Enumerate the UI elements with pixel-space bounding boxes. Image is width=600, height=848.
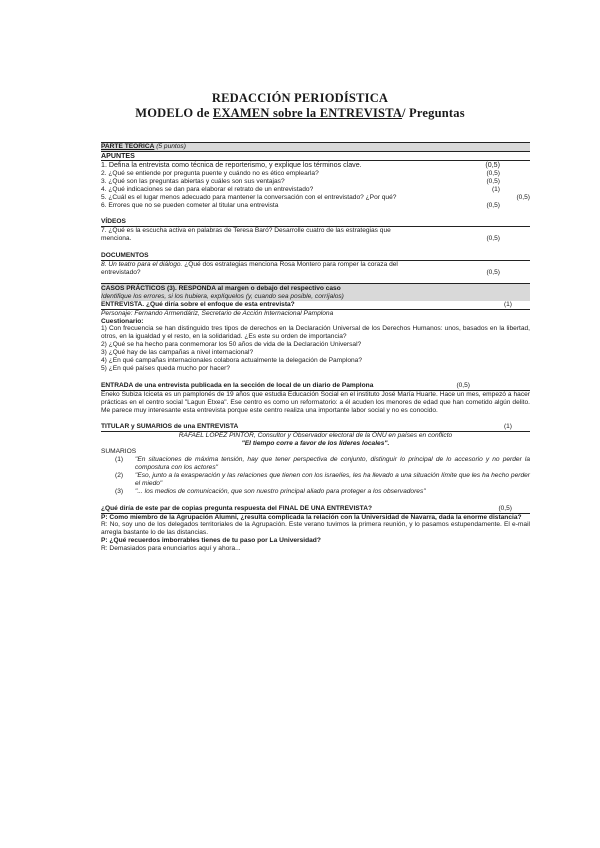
document-subtitle [0, 106, 600, 121]
titular-question: TITULAR y SUMARIOS de una ENTREVISTA (1) [101, 423, 530, 432]
final-question: ¿Qué diría de este par de copias pregunta respuesta del FINAL DE UNA ENTREVISTA? (0,5) [101, 505, 530, 514]
entrada-text: Eneko Subiza Iciceta es un pamplonés de 19 años que estudia Educación Social en el instituto José María Huarte. Hace un mes, empezó a hacer prácticas en el centro social "Lagun Etxea". Ese centro es como un reformatorio: a él acuden los menores de edad que han cometido algún delito. Me parece muy interesante esta entrevista porque este centro realiza una importante labor social y no es conocido. [101, 390, 530, 414]
question-3: 3. ¿Qué son las preguntas abiertas y cuáles son sus ventajas? (0,5) [101, 177, 500, 185]
cuestionario-item-3: 3) ¿Qué hay de las campañas a nivel internacional? [101, 349, 254, 357]
question-8: 8. Un teatro para el diálogo. ¿Qué dos estrategias menciona Rosa Montero para romper la coraza del [101, 261, 398, 269]
sumario-1: (1) "En situaciones de máxima tensión, hay que tener perspectiva de conjunto, distinguir lo principal de lo accesorio y no perder la compostura con los actores" [115, 456, 530, 471]
personaje-line: Personaje: Fernando Armendáriz, Secretario de Acción Internacional Pamplona [101, 309, 334, 317]
casos-heading-bar [101, 283, 530, 301]
sumario-2: (2) "Eso, junto a la exasperación y las relaciones que tienen con los israelíes, les ha llevado a una situación límite que les ha hecho perder el miedo" [115, 471, 530, 487]
entrevista-question: ENTREVISTA. ¿Qué diría sobre el enfoque de esta entrevista? (1) [101, 301, 530, 310]
subtitle-underlined: EXAMEN sobre la ENTREVISTA [212, 106, 403, 120]
final-p1: P: Como miembro de la Agrupación Alumni, ¿resulta complicada la relación con la Universidad de Navarra, dada la enorme distancia? [101, 513, 522, 521]
cuestionario-item-1: 1) Con frecuencia se han distinguido tres tipos de derechos en la Declaración Universal de los Derechos Humanos: unos, basados en la libertad, otros, en la igualdad y el resto, en la solidaridad. ¿Es este su orden de importancia? [101, 325, 530, 341]
casos-subheading: Identifique los errores, si los hubiera, explíquelos (y, cuando sea posible, corríjalos) [101, 292, 344, 300]
sumario-3: (3) "... los medios de comunicación, que son nuestro principal aliado para proteger a los observadores" [115, 487, 426, 495]
cuestionario-label: Cuestionario: [101, 317, 144, 325]
apuntes-label: APUNTES [101, 152, 530, 162]
cuestionario-item-5: 5) ¿En qué países queda mucho por hacer? [101, 364, 231, 372]
final-r2: R: Demasiados para enunciarlos aquí y ahora... [101, 545, 241, 553]
subtitle-suffix: / Preguntas [402, 106, 465, 120]
question-7: 7. ¿Qué es la escucha activa en palabras de Teresa Baró? Desarrolle cuatro de las estrategias que [101, 227, 391, 235]
question-4: 4. ¿Qué indicaciones se dan para elaborar el retrato de un entrevistado? (1) [101, 185, 500, 193]
sumarios-label: SUMARIOS [101, 448, 137, 456]
teoria-heading-points: (5 puntos) [156, 143, 186, 150]
casos-heading: CASOS PRÁCTICOS (3). RESPONDA al margen o debajo del respectivo caso [101, 284, 341, 292]
cuestionario-item-2: 2) ¿Qué se ha hecho para conmemorar los 50 años de vida de la Declaración Universal? [101, 341, 362, 349]
question-6: 6. Errores que no se pueden cometer al titular una entrevista (0,5) [101, 201, 500, 209]
entrada-question: ENTRADA de una entrevista publicada en la sección de local de un diario de Pamplona (0,5) [101, 382, 530, 391]
videos-label: VÍDEOS [101, 218, 530, 227]
question-5: 5. ¿Cuál es el lugar menos adecuado para mantener la conversación con el entrevistado? ¿Por qué? (0,5) [101, 193, 530, 201]
final-r1: R: No, soy uno de los delegados territoriales de la Agrupación. Este verano tuvimos la primera reunión, y lo pasamos estupendamente. El e-mail arregla bastante lo de las distancias. [101, 521, 530, 537]
subtitle-prefix: MODELO de [135, 106, 213, 120]
question-7-cont: menciona. (0,5) [101, 235, 500, 243]
teoria-heading-bar [101, 142, 530, 152]
question-1: 1. Defina la entrevista como técnica de reporterismo, y explique los términos clave. (0,5) [101, 161, 500, 170]
titular-person: RAFAEL LÓPEZ PINTOR, Consultor y Observador electoral de la ONU en países en conflicto [178, 432, 453, 440]
documentos-label: DOCUMENTOS [101, 252, 530, 261]
teoria-heading: PARTE TEÓRICA [101, 143, 155, 150]
question-2: 2. ¿Qué se entiende por pregunta puente y cuándo no es ético emplearla? (0,5) [101, 169, 500, 177]
exam-content [101, 142, 530, 553]
cuestionario-item-4: 4) ¿En qué campañas internacionales colabora actualmente la delegación de Pamplona? [101, 357, 362, 365]
titular-quote: "El tiempo corre a favor de los líderes locales". [241, 440, 390, 448]
final-p2: P: ¿Qué recuerdos imborrables tienes de tu paso por La Universidad? [101, 537, 321, 545]
question-8-cont: entrevistado? (0,5) [101, 268, 500, 276]
document-title: REDACCIÓN PERIODÍSTICA [211, 91, 389, 105]
